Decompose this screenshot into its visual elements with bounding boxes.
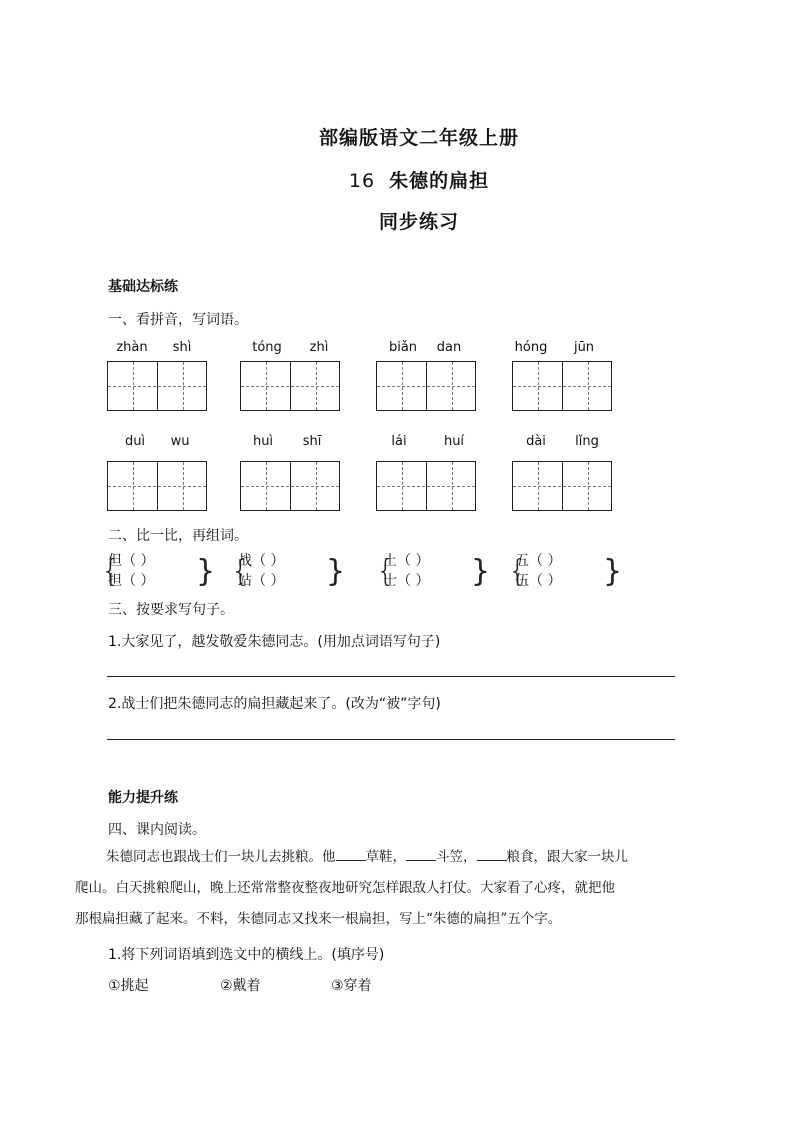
compare-group[interactable]: [508, 551, 623, 593]
pinyin-row-1: [0, 340, 794, 358]
q1-heading: 一、看拼音，写词语。: [108, 312, 248, 328]
option: ③穿着: [331, 978, 372, 994]
q3-item-2: 2.战士们把朱德同志的扁担藏起来了。(改为“被”字句): [108, 696, 441, 712]
writing-grid[interactable]: [240, 461, 340, 511]
pinyin: zhàn: [116, 340, 148, 355]
left-brace-icon: {: [508, 554, 528, 589]
pinyin: huí: [443, 434, 465, 449]
q4-heading: 四、课内阅读。: [108, 822, 206, 838]
passage-line: 爬山。白天挑粮爬山，晚上还常常整夜整夜地研究怎样跟敌人打仗。大家看了心疼，就把他: [75, 880, 615, 896]
option: ①挑起: [108, 978, 149, 994]
writing-grid[interactable]: [107, 461, 207, 511]
compare-top: 战（ ）: [238, 553, 285, 569]
q3-heading: 三、按要求写句子。: [108, 602, 234, 618]
pinyin: dài: [526, 434, 546, 449]
writing-grid[interactable]: [512, 361, 612, 411]
pinyin: biǎn: [388, 340, 418, 355]
right-brace-icon: }: [603, 554, 623, 589]
passage-line: 那根扁担藏了起来。不料，朱德同志又找来一根扁担，写上“朱德的扁担”五个字。: [75, 911, 562, 927]
pinyin: huì: [252, 434, 274, 449]
right-brace-icon: }: [196, 554, 216, 589]
passage-text: 草鞋，: [365, 849, 406, 865]
fill-blank[interactable]: [336, 846, 366, 861]
pinyin-row-2: [0, 434, 794, 452]
q3-item-1: 1.大家见了，越发敬爱朱德同志。(用加点词语写句子): [108, 634, 441, 650]
answer-line[interactable]: [107, 739, 675, 740]
option: ②戴着: [220, 978, 261, 994]
passage-text: 粮食，跟大家一块儿: [506, 849, 628, 865]
lesson-name: 朱德的扁担: [389, 170, 490, 192]
left-brace-icon: {: [376, 554, 396, 589]
compare-top: 但（ ）: [108, 553, 155, 569]
pinyin: lǐng: [575, 434, 599, 449]
compare-group[interactable]: [231, 551, 346, 593]
compare-group[interactable]: [101, 551, 216, 593]
passage-text: 斗笠，: [436, 849, 477, 865]
q2-heading: 二、比一比，再组词。: [108, 528, 248, 544]
left-brace-icon: {: [231, 554, 251, 589]
pinyin: shì: [172, 340, 192, 355]
compare-bottom: 士（ ）: [383, 573, 430, 589]
compare-bottom: 伍（ ）: [515, 573, 562, 589]
lesson-number: 16: [348, 170, 376, 192]
writing-grid[interactable]: [240, 361, 340, 411]
compare-top: 五（ ）: [515, 553, 562, 569]
compare-bottom: 担（ ）: [108, 573, 155, 589]
passage-text: 朱德同志也跟战士们一块儿去挑粮。他: [106, 849, 336, 865]
passage-line: [75, 842, 725, 873]
q4-sub-1: 1.将下列词语填到选文中的横线上。(填序号): [108, 947, 385, 963]
reading-passage: [75, 842, 725, 935]
left-brace-icon: {: [101, 554, 121, 589]
writing-grid[interactable]: [107, 361, 207, 411]
doc-subtitle: 同步练习: [378, 211, 459, 233]
pinyin: dan: [436, 340, 462, 355]
pinyin: jūn: [573, 340, 595, 355]
writing-grid[interactable]: [376, 461, 476, 511]
answer-line[interactable]: [107, 676, 675, 677]
fill-blank[interactable]: [477, 846, 507, 861]
pinyin: tóng: [252, 340, 282, 355]
right-brace-icon: }: [471, 554, 491, 589]
pinyin: shī: [302, 434, 322, 449]
pinyin: hóng: [514, 340, 548, 355]
writing-grid[interactable]: [376, 361, 476, 411]
section-basic-heading: 基础达标练: [108, 279, 178, 295]
pinyin: wu: [170, 434, 190, 449]
compare-top: 土（ ）: [383, 553, 430, 569]
pinyin: duì: [124, 434, 146, 449]
fill-blank[interactable]: [406, 846, 436, 861]
compare-bottom: 站（ ）: [238, 573, 285, 589]
pinyin: zhì: [309, 340, 329, 355]
section-advanced-heading: 能力提升练: [108, 790, 178, 806]
lesson-title: [0, 166, 794, 193]
writing-grid[interactable]: [512, 461, 612, 511]
compare-group[interactable]: [376, 551, 491, 593]
right-brace-icon: }: [326, 554, 346, 589]
doc-title: 部编版语文二年级上册: [318, 127, 519, 149]
pinyin: lái: [391, 434, 407, 449]
